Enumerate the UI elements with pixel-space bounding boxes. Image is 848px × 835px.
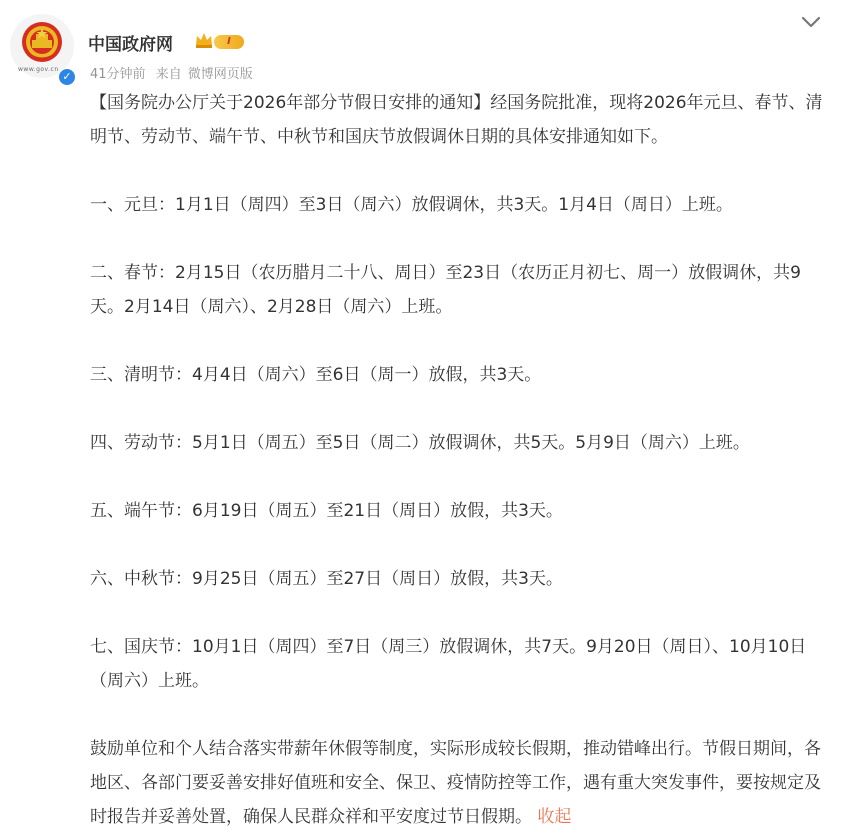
post-paragraph-text: 鼓励单位和个人结合落实带薪年休假等制度，实际形成较长假期，推动错峰出行。节假日期间，各地区、各部门要妥善安排好值班和安全、保卫、疫情防控等工作，遇有重大突发事件，要按规定及时报告并妥善处置，确保人民群众祥和平安度过节日假期。 [90, 739, 821, 827]
post-paragraph-last [90, 732, 825, 834]
verified-icon: ✓ [58, 68, 76, 86]
post-paragraph: 一、元旦：1月1日（周四）至3日（周六）放假调休，共3天。1月4日（周日）上班。 [90, 195, 733, 215]
collapse-link[interactable]: 收起 [537, 807, 572, 827]
post-paragraph: 【国务院办公厅关于2026年部分节假日安排的通知】经国务院批准，现将2026年元旦、春节、清明节、劳动节、端午节、中秋节和国庆节放假调休日期的具体安排通知如下。 [90, 93, 823, 147]
author-name[interactable]: 中国政府网 [88, 35, 173, 55]
post-paragraph: 四、劳动节：5月1日（周五）至5日（周二）放假调休，共5天。5月9日（周六）上班。 [90, 433, 750, 453]
level-badge: I [214, 35, 244, 49]
post-paragraph: 五、端午节：6月19日（周五）至21日（周日）放假，共3天。 [90, 501, 563, 521]
post-meta [90, 63, 259, 82]
post-paragraph: 二、春节：2月15日（农历腊月二十八、周日）至23日（农历正月初七、周一）放假调休，共9天。2月14日（周六）、2月28日（周六）上班。 [90, 263, 801, 317]
crown-icon [194, 31, 214, 49]
post-content [90, 86, 825, 834]
post-time[interactable]: 41分钟前 [90, 67, 146, 82]
chevron-down-icon[interactable] [800, 12, 822, 32]
post-paragraph: 六、中秋节：9月25日（周五）至27日（周日）放假，共3天。 [90, 569, 563, 589]
post-paragraph: 三、清明节：4月4日（周六）至6日（周一）放假，共3天。 [90, 365, 542, 385]
post-paragraph: 七、国庆节：10月1日（周四）至7日（周三）放假调休，共7天。9月20日（周日）、10月10日（周六）上班。 [90, 637, 807, 691]
source-prefix: 来自 [155, 67, 182, 82]
avatar-caption: www.gov.cn [18, 66, 59, 73]
post-source[interactable]: 微博网页版 [187, 67, 253, 82]
